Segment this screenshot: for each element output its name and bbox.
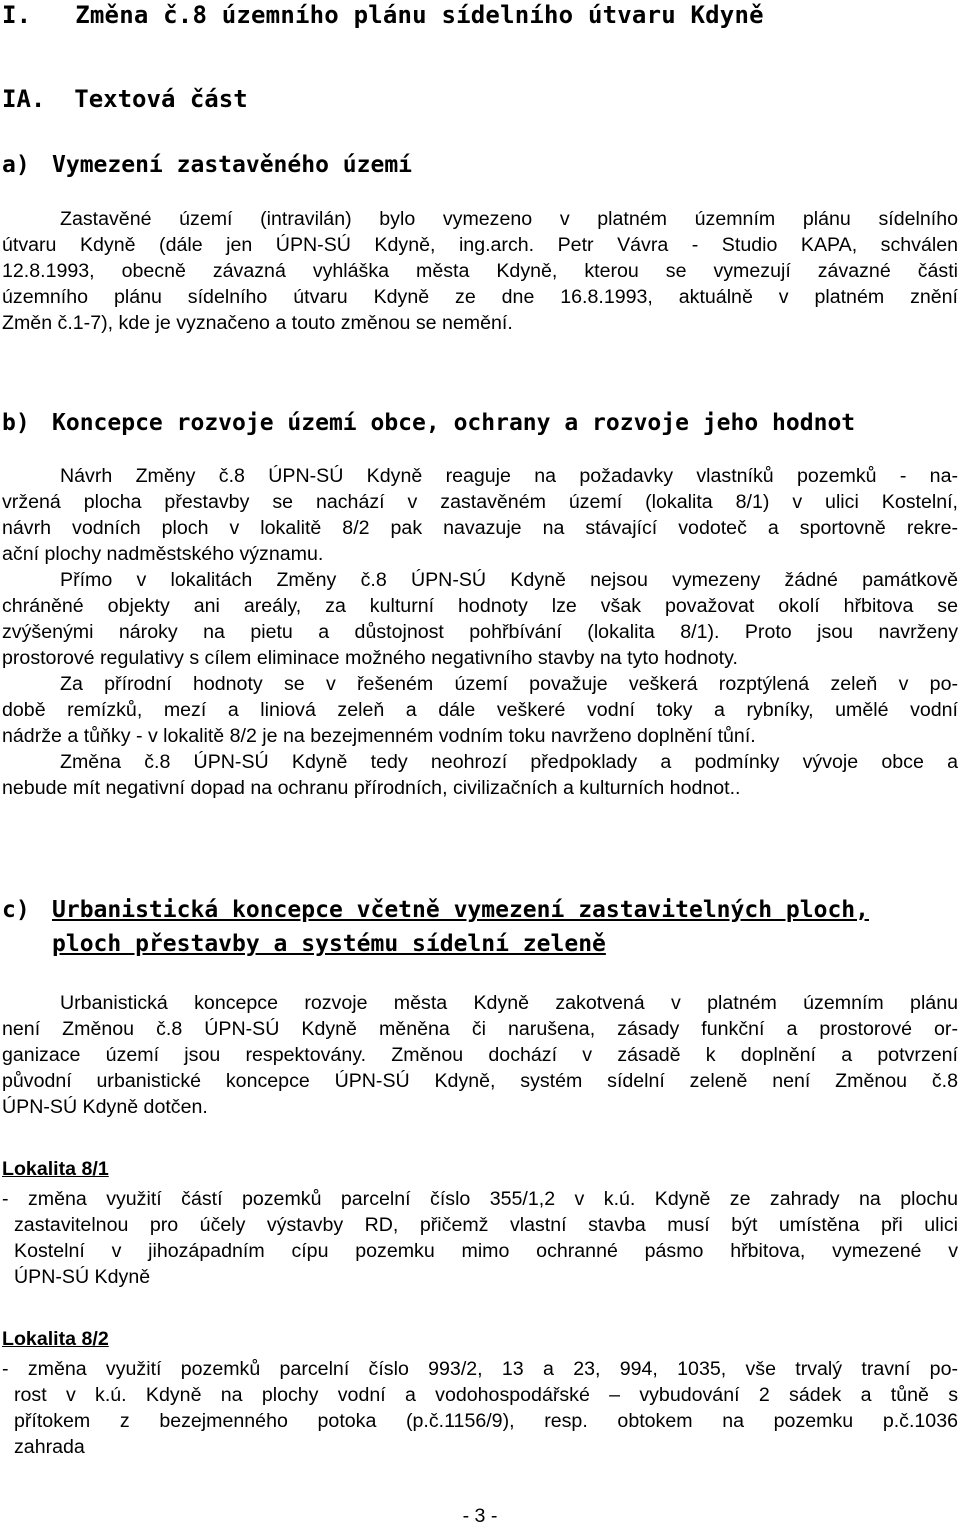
text-line: Změna č.8 ÚPN-SÚ Kdyně tedy neohrozí předpoklady a podmínky vývoje obce a (60, 751, 958, 773)
text-line: zahrada (14, 1436, 85, 1458)
text-line: nádrže a tůňky - v lokalitě 8/2 je na bezejmenném vodním toku navrženo doplnění tůní. (2, 725, 756, 747)
text-line: původní urbanistické koncepce ÚPN-SÚ Kdyně, systém sídelní zeleně není Změnou č.8 (2, 1070, 958, 1092)
text-line: prostorové regulativy s cílem eliminace možného negativního stavby na tyto hodnoty. (2, 647, 738, 669)
section-b-heading (2, 408, 855, 438)
section-c-title-line-1: Urbanistická koncepce včetně vymezení zastavitelných ploch, (52, 897, 869, 923)
section-a-paragraph (2, 206, 958, 336)
text-line: zastavitelnou pro účely výstavby RD, přičemž vlastní stavba musí být umístěna při ulici (14, 1214, 958, 1236)
text-line: - změna využití pozemků parcelní číslo 993/2, 13 a 23, 994, 1035, vše trvalý travní po- (2, 1358, 958, 1380)
section-c-title-line-2: ploch přestavby a systému sídelní zeleně (52, 931, 606, 957)
text-line: ační plochy nadměstského významu. (2, 543, 324, 565)
text-line: útvaru Kdyně (dále jen ÚPN-SÚ Kdyně, ing.arch. Petr Vávra - Studio KAPA, schválen (2, 234, 958, 256)
section-a-label: a) (2, 152, 30, 178)
section-c-label: c) (2, 897, 30, 923)
text-line: nebude mít negativní dopad na ochranu přírodních, civilizačních a kulturních hodnot.. (2, 777, 741, 799)
text-line: ÚPN-SÚ Kdyně dotčen. (2, 1096, 208, 1118)
section-c-paragraph (2, 990, 958, 1120)
part-heading: IA. Textová část (2, 85, 248, 113)
text-line: rost v k.ú. Kdyně na plochy vodní a vodohospodářské – vybudování 2 sádek a tůně s (14, 1384, 958, 1406)
text-line: zvýšenými nároky na pietu a důstojnost pohřbívání (lokalita 8/1). Proto jsou navrženy (2, 621, 958, 643)
lokalita-8-1-paragraph (2, 1186, 958, 1290)
text-line: není Změnou č.8 ÚPN-SÚ Kdyně měněna či narušena, zásady funkční a prostorové or- (2, 1018, 958, 1040)
text-line: územního plánu sídelního útvaru Kdyně ze dne 16.8.1993, aktuálně v platném znění (2, 286, 958, 308)
text-line: Kostelní v jihozápadním cípu pozemku mimo ochranné pásmo hřbitova, vymezené v (14, 1240, 958, 1262)
text-line: návrh vodních ploch v lokalitě 8/2 pak navazuje na stávající vodoteč a sportovně rekre- (2, 517, 958, 539)
section-c-heading-cont (2, 929, 606, 959)
text-line: vržená plocha přestavby se nachází v zastavěném území (lokalita 8/1) v ulici Kostelní, (2, 491, 958, 513)
section-b-label: b) (2, 410, 30, 436)
text-line: Návrh Změny č.8 ÚPN-SÚ Kdyně reaguje na požadavky vlastníků pozemků - na- (60, 465, 958, 487)
text-line: Urbanistická koncepce rozvoje města Kdyně zakotvená v platném územním plánu (60, 992, 958, 1014)
text-line: ÚPN-SÚ Kdyně (14, 1266, 151, 1288)
text-line: chráněné objekty ani areály, za kulturní hodnoty lze však považovat okolí hřbitova se (2, 595, 958, 617)
text-line: době remízků, mezí a liniová zeleň a dále veškeré vodní toky a rybníky, umělé vodní (2, 699, 958, 721)
document-title: I. Změna č.8 územního plánu sídelního útvaru Kdyně (2, 1, 764, 29)
section-b-paragraph (2, 463, 958, 801)
section-a-heading (2, 150, 412, 180)
section-a-title: Vymezení zastavěného území (52, 152, 413, 178)
text-line: - změna využití částí pozemků parcelní číslo 355/1,2 v k.ú. Kdyně ze zahrady na plochu (2, 1188, 958, 1210)
text-line: ganizace území jsou respektovány. Změnou dochází v zásadě k doplnění a potvrzení (2, 1044, 958, 1066)
text-line: Změn č.1-7), kde je vyznačeno a touto změnou se nemění. (2, 312, 513, 334)
lokalita-8-2-title: Lokalita 8/2 (2, 1328, 109, 1350)
text-line: Zastavěné území (intravilán) bylo vymezeno v platném územním plánu sídelního (60, 208, 958, 230)
lokalita-8-1-title: Lokalita 8/1 (2, 1158, 109, 1180)
text-line: 12.8.1993, obecně závazná vyhláška města Kdyně, kterou se vymezují závazné části (2, 260, 958, 282)
section-b-title: Koncepce rozvoje území obce, ochrany a rozvoje jeho hodnot (52, 410, 856, 436)
section-c-heading (2, 895, 869, 925)
lokalita-8-2-paragraph (2, 1356, 958, 1460)
text-line: Přímo v lokalitách Změny č.8 ÚPN-SÚ Kdyně nejsou vymezeny žádné památkově (60, 569, 958, 591)
page-number: - 3 - (462, 1505, 498, 1527)
text-line: přítokem z bezejmenného potoka (p.č.1156/9), resp. obtokem na pozemku p.č.1036 (14, 1410, 958, 1432)
text-line: Za přírodní hodnoty se v řešeném území považuje veškerá rozptýlená zeleň v po- (60, 673, 958, 695)
